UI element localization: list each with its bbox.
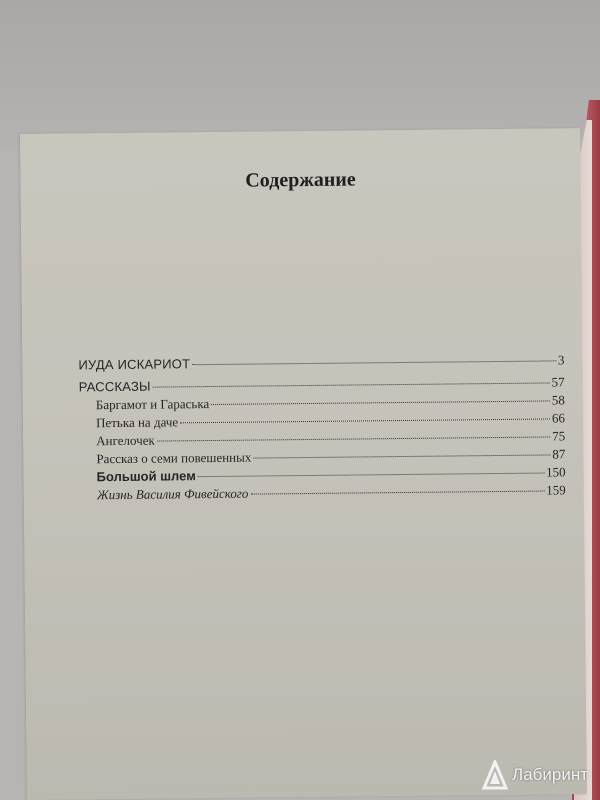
toc-entry-page: 57 (551, 374, 565, 390)
toc-entry-label: РАССКАЗЫ (78, 378, 151, 395)
watermark (482, 760, 588, 790)
toc-entry-label: Большой шлем (96, 468, 196, 485)
toc-entry-page: 87 (552, 446, 566, 462)
table-of-contents (78, 352, 566, 505)
toc-entry-label: Рассказ о семи повешенных (96, 449, 252, 467)
book-page (20, 128, 587, 800)
dot-leader (198, 473, 544, 478)
labyrinth-logo-icon (482, 760, 508, 790)
background-wall (0, 0, 600, 150)
dot-leader (211, 400, 550, 405)
toc-entry-page: 150 (545, 464, 566, 480)
toc-entry-label: Жизнь Василия Фивейского (96, 485, 249, 503)
dot-leader (192, 360, 556, 365)
toc-entry-page: 66 (551, 410, 566, 426)
toc-entry-label: Петька на даче (95, 414, 179, 431)
dot-leader (153, 382, 550, 387)
watermark-text: Лабиринт (512, 765, 588, 784)
dot-leader (253, 454, 550, 458)
toc-entry-page: 159 (546, 482, 566, 498)
toc-entry-label: ИУДА ИСКАРИОТ (78, 356, 191, 373)
dot-leader (180, 418, 550, 423)
toc-entry-page: 58 (551, 392, 565, 408)
dot-leader (157, 436, 550, 441)
dot-leader (250, 491, 544, 495)
toc-entry-label: Ангелочек (96, 432, 155, 449)
toc-entry-page: 3 (557, 352, 565, 368)
page-title: Содержание (245, 168, 356, 192)
toc-entry (80, 482, 566, 505)
toc-entry-label: Баргамот и Гараська (95, 396, 210, 413)
toc-entry (78, 352, 564, 375)
toc-entry-page: 75 (552, 428, 566, 444)
